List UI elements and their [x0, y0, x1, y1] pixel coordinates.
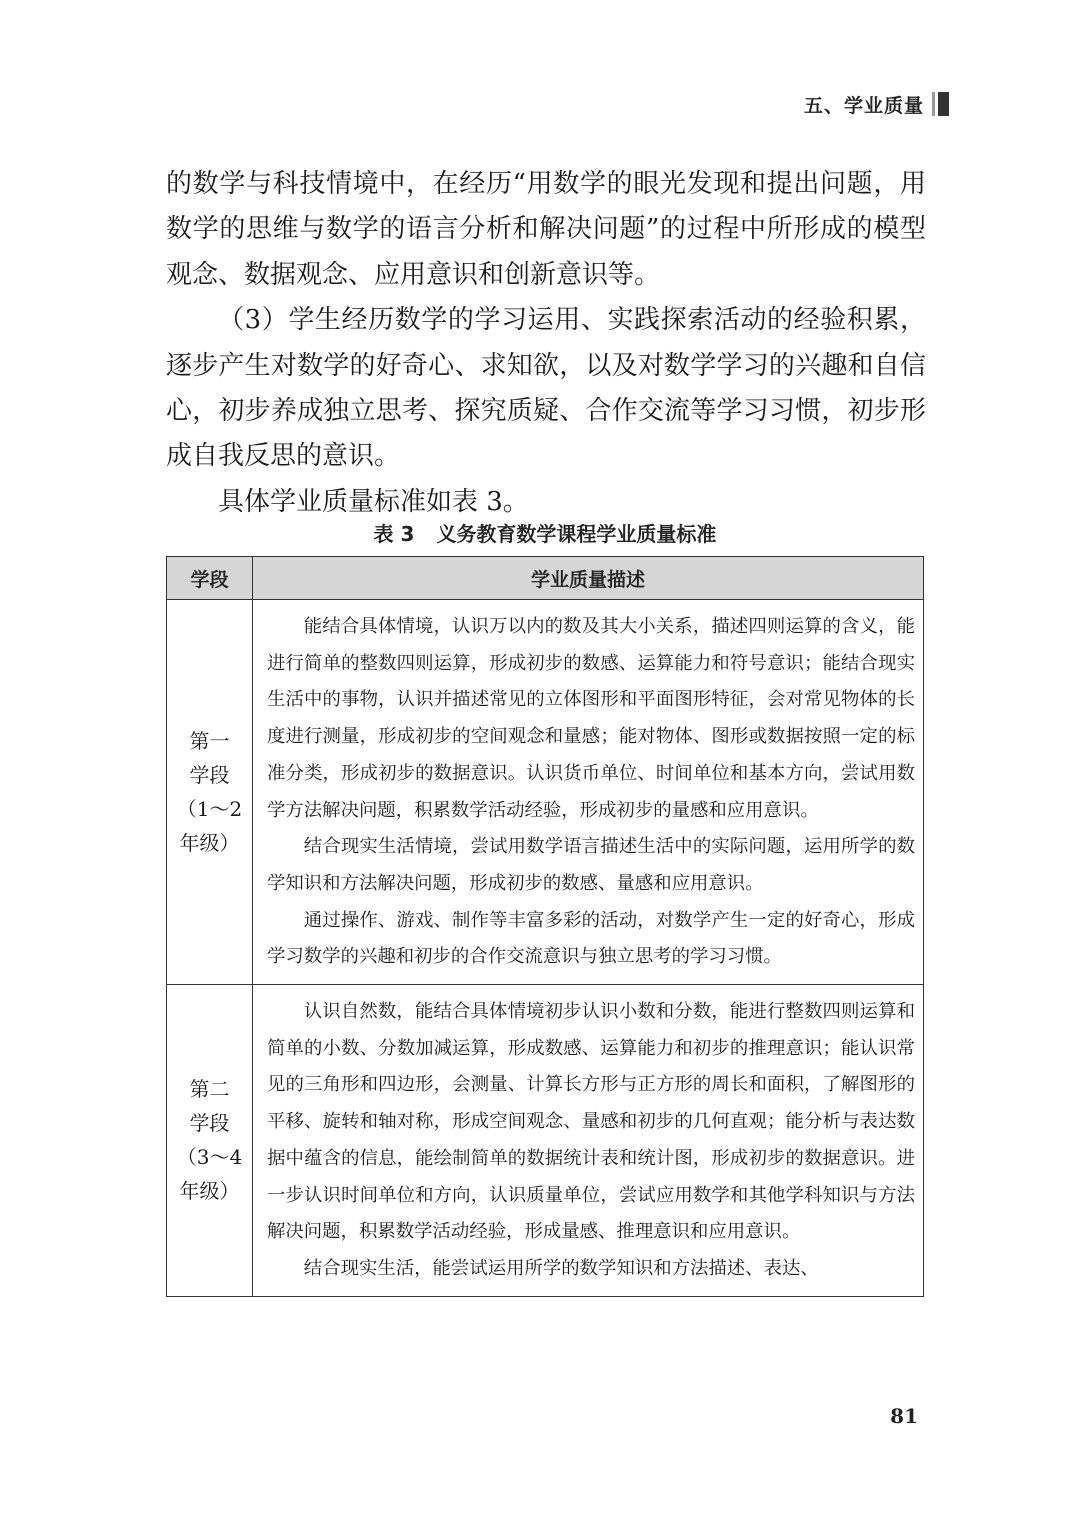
chapter-title: 五、学业质量	[803, 94, 924, 117]
table-row	[167, 985, 924, 1297]
table-header-row	[167, 557, 924, 600]
stage-line: 年级）	[179, 831, 240, 856]
description-paragraph: 通过操作、游戏、制作等丰富多彩的活动，对数学产生一定的好奇心，形成学习数学的兴趣和初步的合作交流意识与独立思考的学习习惯。	[267, 909, 915, 968]
header-marker-thin-bar	[932, 92, 935, 116]
stage-line: 第一	[189, 729, 230, 754]
header-cell-stage: 学段	[167, 557, 253, 600]
page-number: 81	[890, 1404, 918, 1428]
header-cell-description: 学业质量描述	[253, 557, 924, 600]
table-caption-title: 义务教育数学课程学业质量标准	[436, 522, 717, 546]
description-paragraph: 认识自然数，能结合具体情境初步认识小数和分数，能进行整数四则运算和简单的小数、分数加减运算，形成数感、运算能力和初步的推理意识；能认识常见的三角形和四边形，会测量、计算长方形与正方形的周长和面积，了解图形的平移、旋转和轴对称，形成空间观念、量感和初步的几何直观；能分析与表达数据中蕴含的信息，能绘制简单的数据统计表和统计图，形成初步的数据意识。进一步认识时间单位和方向，认识质量单位，尝试应用数学和其他学科知识与方法解决问题，积累数学活动经验，形成量感、推理意识和应用意识。	[267, 1001, 915, 1243]
paragraph-table-intro: 具体学业质量标准如表 3。	[218, 486, 529, 517]
description-paragraph: 能结合具体情境，认识万以内的数及其大小关系，描述四则运算的含义，能进行简单的整数四则运算，形成初步的数感、运算能力和符号意识；能结合现实生活中的事物，认识并描述常见的立体图形和平面图形特征，会对常见物体的长度进行测量，形成初步的空间观念和量感；能对物体、图形或数据按照一定的标准分类，形成初步的数据意识。认识货币单位、时间单位和基本方向，尝试用数学方法解决问题，积累数学活动经验，形成初步的量感和应用意识。	[267, 616, 915, 821]
header-marker-thick-bar	[938, 92, 949, 116]
stage-line: 第二	[189, 1077, 230, 1102]
stage-line: 学段	[189, 763, 230, 788]
description-paragraph: 结合现实生活情境，尝试用数学语言描述生活中的实际问题，运用所学的数学知识和方法解决问题，形成初步的数感、量感和应用意识。	[267, 836, 915, 894]
table-caption-number: 表 3	[373, 522, 415, 546]
body-text	[166, 162, 926, 525]
paragraph-continued: 的数学与科技情境中，在经历“用数学的眼光发现和提出问题，用数学的思维与数学的语言分析和解决问题”的过程中所形成的模型观念、数据观念、应用意识和创新意识等。	[166, 169, 926, 290]
stage-cell	[167, 600, 253, 985]
header-marker	[932, 92, 949, 116]
description-cell	[253, 600, 924, 985]
paragraph-item-3: （3）学生经历数学的学习运用、实践探索活动的经验积累，逐步产生对数学的好奇心、求知欲，以及对数学学习的兴趣和自信心，初步养成独立思考、探究质疑、合作交流等学习习惯，初步形成自我反思的意识。	[166, 305, 926, 472]
quality-standard-table	[166, 556, 924, 1297]
description-cell	[253, 985, 924, 1297]
stage-line: 学段	[189, 1111, 230, 1136]
table-caption	[166, 518, 924, 547]
stage-line: （1～2	[176, 797, 243, 822]
description-paragraph: 结合现实生活，能尝试运用所学的数学知识和方法描述、表达、	[303, 1257, 819, 1279]
stage-cell	[167, 985, 253, 1297]
running-header	[804, 88, 949, 120]
stage-line: （3～4	[176, 1145, 243, 1170]
table-row	[167, 600, 924, 985]
stage-line: 年级）	[179, 1179, 240, 1204]
